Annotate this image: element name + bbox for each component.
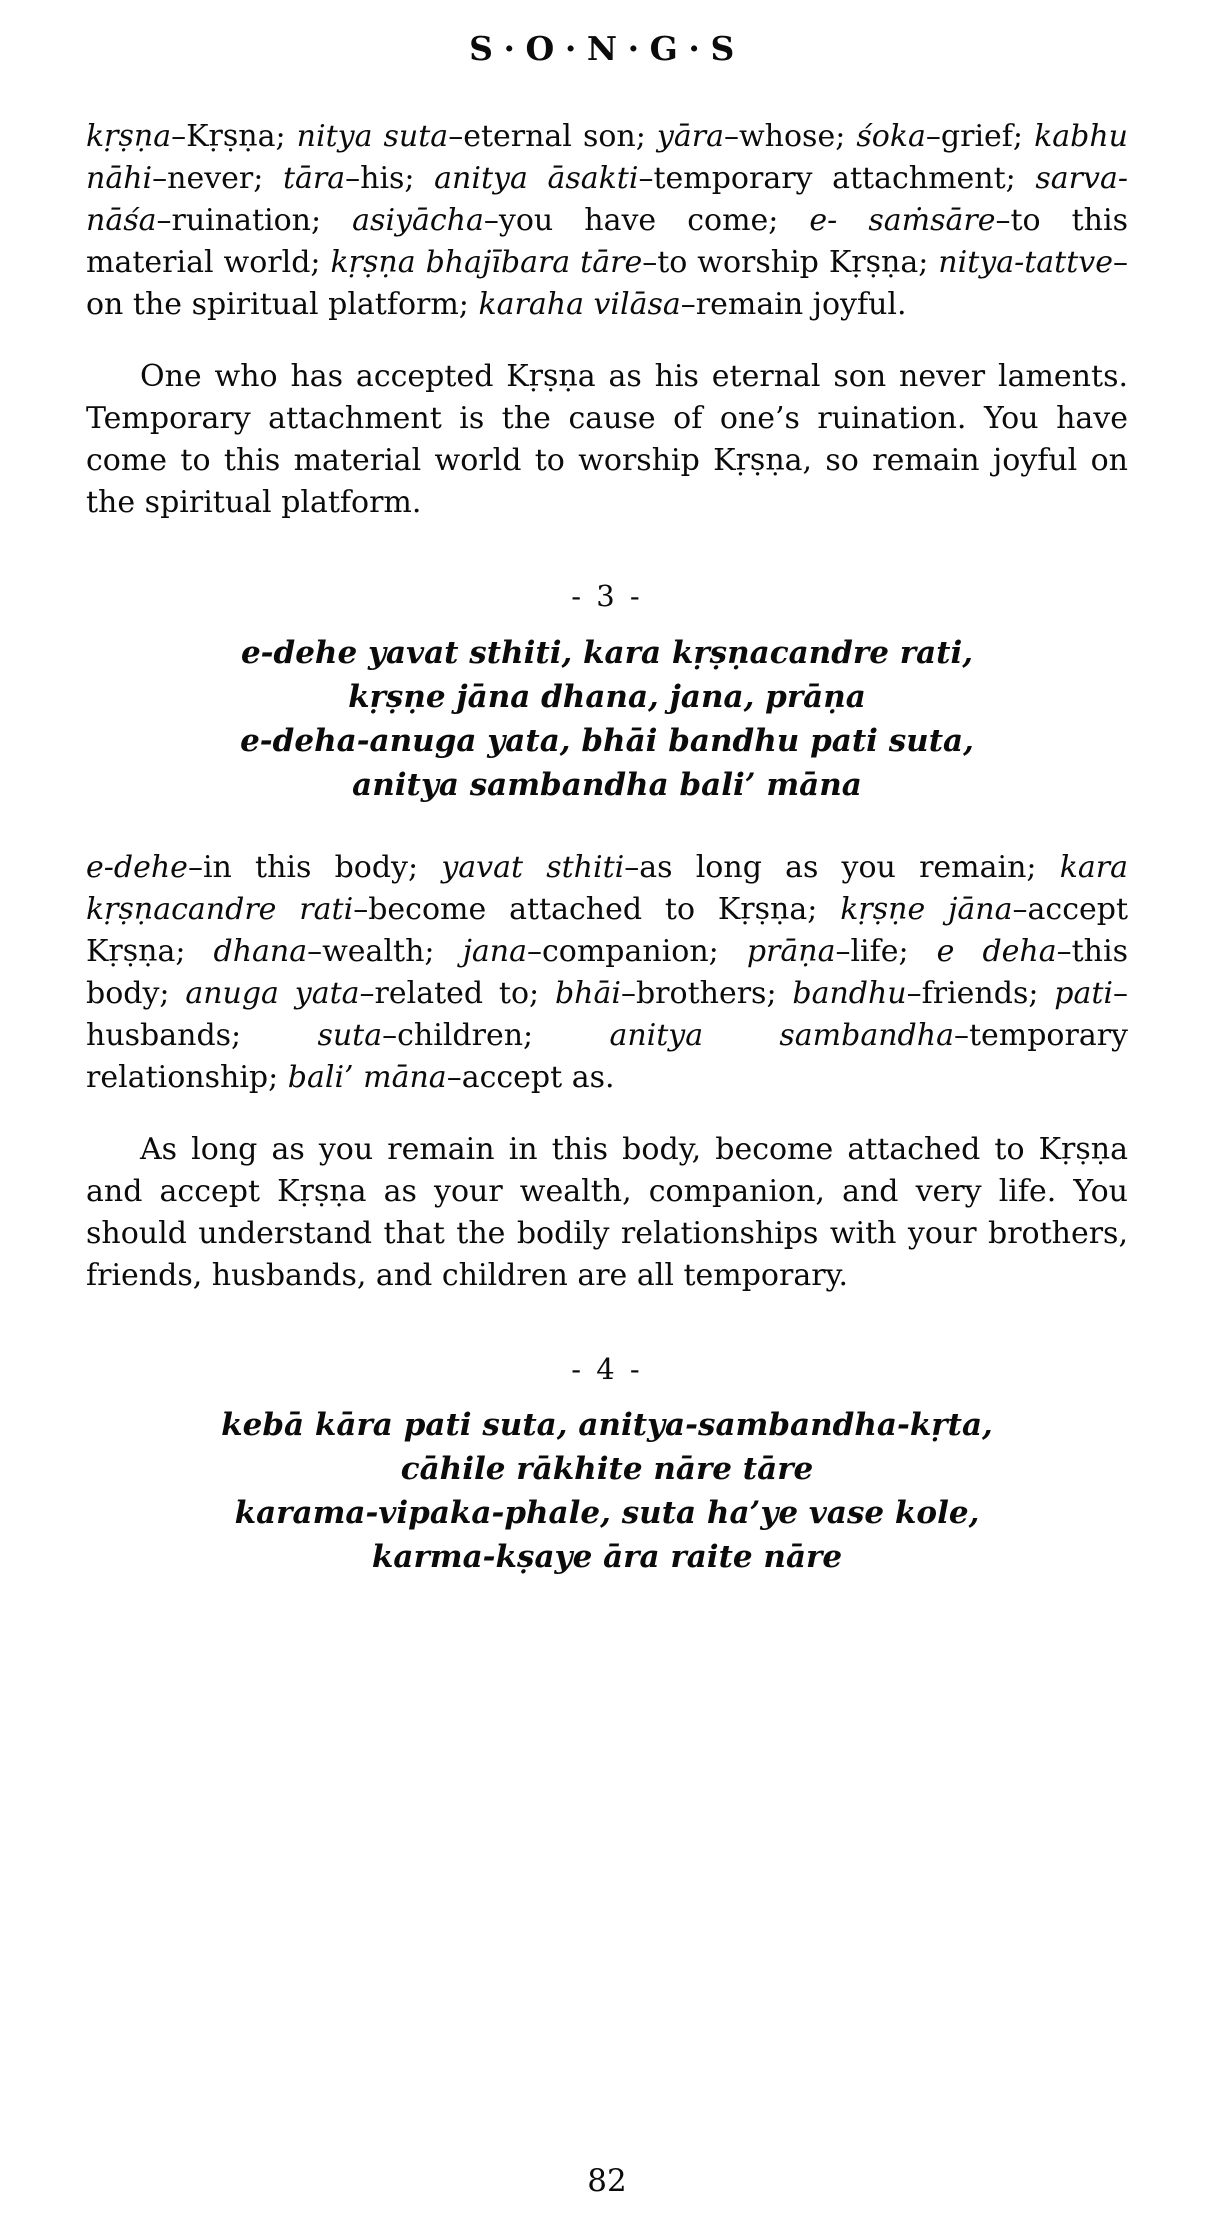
gloss-term: prāṇa [746, 933, 836, 969]
gloss-definition: –to worship Kṛṣṇa; [642, 245, 939, 281]
gloss-definition: –wealth; [307, 933, 463, 969]
gloss-term: anitya sambandha [609, 1017, 954, 1053]
verse-line: karama-vipaka-phale, suta ha’ye vase kole, [234, 1495, 980, 1532]
page-header: S·O·N·G·S [469, 29, 745, 68]
gloss-definition: –you have come; [483, 203, 810, 239]
gloss-definition: –companion; [526, 933, 747, 969]
gloss-definition: –ruination; [156, 203, 353, 239]
gloss-term: nitya suta [296, 119, 449, 155]
translation-paragraph-song2: One who has accepted Kṛṣṇa as his eternal son never laments. Temporary attachment is the cause of one’s ruination. You have come to this material world to worship Kṛṣṇa, so remain joyful on the spiritual platform. [86, 359, 1128, 521]
gloss-term: karaha vilāsa [478, 287, 681, 323]
gloss-definition: –related to; [359, 975, 555, 1011]
verse-line: anitya sambandha bali’ māna [352, 766, 862, 803]
gloss-definition: –Kṛṣṇa; [171, 119, 297, 155]
gloss-term: bali’ māna [287, 1059, 447, 1095]
gloss-term: yavat sthiti [441, 849, 625, 885]
page-number: 82 [587, 2162, 627, 2199]
gloss-definition: –friends; [906, 975, 1055, 1011]
word-for-word-gloss-song2 [86, 116, 1128, 326]
gloss-term: yāra [656, 119, 724, 155]
gloss-term: suta [317, 1017, 383, 1053]
gloss-term: anitya āsakti [434, 161, 639, 197]
gloss-definition: –never; [152, 161, 283, 197]
gloss-definition: –remain joyful. [680, 287, 907, 323]
gloss-term: bhāi [554, 975, 621, 1011]
gloss-term: asiyācha [352, 203, 484, 239]
gloss-term: e deha [936, 933, 1057, 969]
gloss-term: kṛṣṇe jāna [840, 891, 1013, 927]
translation-paragraph-verse3: As long as you remain in this body, become attached to Kṛṣṇa and accept Kṛṣṇa as your wealth, companion, and very life. You should understand that the bodily relationships with your brothers, friends, husbands, and children are all temporary. [86, 1131, 1128, 1293]
word-for-word-gloss-verse3 [86, 847, 1128, 1099]
gloss-term: e- saṁsāre [809, 203, 996, 239]
gloss-definition: –to this material world; [86, 203, 1128, 281]
gloss-term: kṛṣṇa bhajībara tāre [330, 245, 643, 281]
gloss-definition: –husbands; [86, 975, 1128, 1053]
gloss-term: nitya-tattve [938, 245, 1113, 281]
gloss-definition: –accept Kṛṣṇa; [86, 891, 1129, 969]
gloss-definition: –accept as. [446, 1059, 615, 1095]
gloss-term: e-dehe [86, 849, 188, 885]
gloss-definition: –as long as you remain; [624, 849, 1060, 885]
gloss-definition: –whose; [723, 119, 857, 155]
gloss-definition: –grief; [925, 119, 1035, 155]
verse-number-3: - 3 - [571, 579, 643, 614]
verse-line: e-dehe yavat sthiti, kara kṛṣṇacandre rati, [240, 634, 974, 671]
gloss-term: bandhu [792, 975, 907, 1011]
gloss-term: kara kṛṣṇacandre rati [86, 849, 1129, 927]
gloss-definition: –this body; [86, 933, 1128, 1011]
verse-line: e-deha-anuga yata, bhāi bandhu pati suta, [240, 722, 974, 759]
gloss-definition: –life; [835, 933, 937, 969]
gloss-term: jana [462, 933, 527, 969]
gloss-definition: –brothers; [620, 975, 793, 1011]
verse-number-4: - 4 - [571, 1351, 643, 1386]
gloss-term: kabhu nāhi [86, 119, 1128, 197]
gloss-definition: –on the spiritual platform; [86, 245, 1128, 323]
gloss-term: sarva-nāśa [86, 161, 1128, 239]
verse-line: kṛṣṇe jāna dhana, jana, prāṇa [348, 678, 866, 715]
verse-line: kebā kāra pati suta, anitya-sambandha-kṛta, [221, 1407, 993, 1444]
verse-3-text [86, 631, 1128, 807]
gloss-term: dhana [213, 933, 308, 969]
gloss-definition: –eternal son; [448, 119, 657, 155]
gloss-definition: –temporary relationship; [86, 1017, 1129, 1095]
gloss-term: tāra [282, 161, 346, 197]
gloss-definition: –in this body; [187, 849, 442, 885]
gloss-definition: –temporary attachment; [638, 161, 1036, 197]
gloss-term: kṛṣṇa [86, 119, 172, 155]
verse-4-text [86, 1403, 1128, 1579]
gloss-term: anuga yata [185, 975, 360, 1011]
gloss-term: śoka [856, 119, 926, 155]
gloss-term: pati [1054, 975, 1113, 1011]
gloss-definition: –his; [345, 161, 435, 197]
gloss-definition: –become attached to Kṛṣṇa; [353, 891, 841, 927]
verse-line: karma-kṣaye āra raite nāre [371, 1539, 843, 1576]
gloss-definition: –children; [382, 1017, 610, 1053]
verse-line: cāhile rākhite nāre tāre [400, 1451, 814, 1488]
